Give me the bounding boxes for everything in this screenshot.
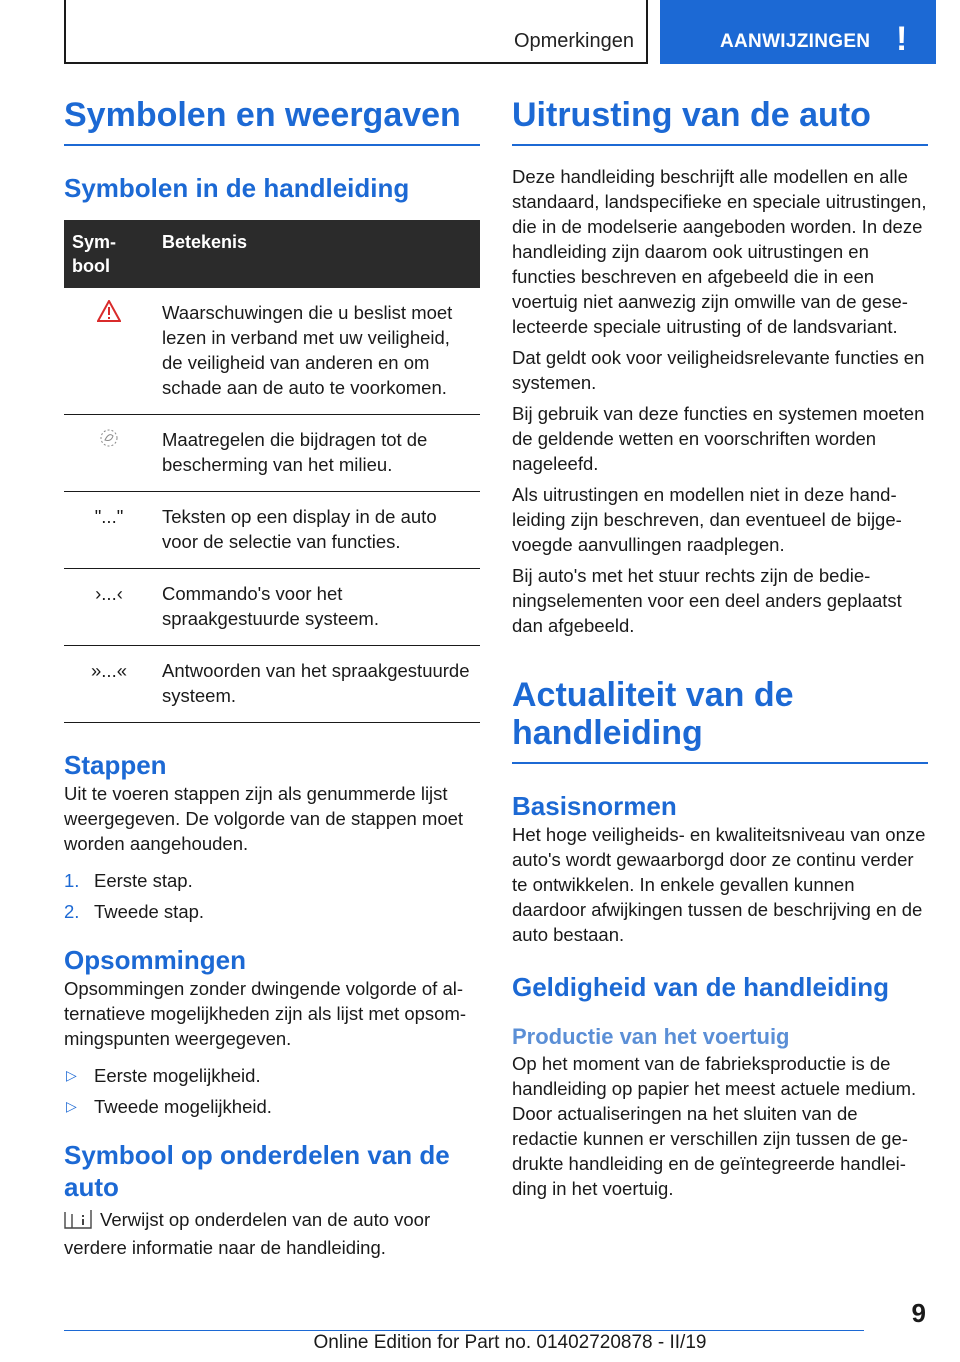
subsection-title-symbols: Symbolen in de handleiding	[64, 173, 410, 203]
steps-heading: Stappen	[64, 750, 167, 780]
table-row	[64, 569, 480, 646]
equipment-paragraphs	[512, 164, 928, 638]
steps-list	[64, 868, 480, 924]
paragraph: Deze handleiding beschrijft alle modellen en alle standaard, landspecifieke en speciale uitrustingen, die in de modelserie aangeboden worden. In deze handleiding zijn daarom ook uitrustingen en functies beschreven en afgebeeld die in een voertuig niet aanwezig zijn omwille van de geselecteerde speciale uitrusting of de landsvariant.	[512, 166, 927, 337]
symbols-table	[64, 220, 480, 723]
list-number: 1.	[64, 870, 80, 891]
triangle-bullet-icon: ▷	[66, 1067, 77, 1083]
book-reference-icon	[64, 1209, 92, 1235]
part-symbol-heading: Symbool op onderdelen van de auto	[64, 1140, 450, 1202]
bullets-text: Opsommingen zonder dwingende volgorde of alternatieve mogelijkheden zijn als lijst met opsommingspunten weergegeven.	[64, 978, 467, 1049]
warning-triangle-icon	[97, 305, 121, 326]
table-row	[64, 646, 480, 723]
table-row	[64, 288, 480, 415]
page-number: 9	[911, 1298, 926, 1328]
section-title-symbols: Symbolen en weergaven	[64, 96, 480, 146]
left-column	[64, 96, 480, 1260]
steps-text: Uit te voeren stappen zijn als genummerde lijst weergegeven. De volgorde van de stappen moet worden aangehouden.	[64, 783, 464, 854]
table-header-row	[64, 220, 480, 288]
paragraph: Dat geldt ook voor veiligheidsrelevante functies en systemen.	[512, 347, 925, 393]
paragraph: Bij auto's met het stuur rechts zijn de bedieningselementen voor een deel anders geplaatst dan afgebeeld.	[512, 565, 902, 636]
environment-icon	[98, 432, 120, 453]
table-header-meaning: Betekenis	[154, 220, 480, 288]
list-item-text: Tweede mogelijkheid.	[94, 1096, 272, 1117]
production-text: Op het moment van de fabrieksproductie is de handleiding op papier het meest actuele medium. Door actualiseringen na het sluiten van de redactie kunnen er verschillen zijn tussen de gedrukte handleiding en de geïntegreerde handleiding in het voertuig.	[512, 1053, 917, 1199]
list-item-text: Eerste mogelijkheid.	[94, 1065, 261, 1086]
header-section-box	[64, 0, 648, 64]
table-header-symbol: Sym- bool	[64, 220, 154, 288]
table-cell-meaning: Waarschuwingen die u beslist moet lezen in verband met uw veiligheid, de veiligheid van anderen en om schade aan de auto te voorkomen.	[154, 288, 480, 415]
footer-edition: Online Edition for Part no. 01402720878 - II/19	[313, 1332, 707, 1353]
header-chapter-tab	[660, 0, 936, 64]
part-symbol-description: Verwijst op onderdelen van de auto voor verdere informatie naar de handleiding.	[64, 1209, 431, 1258]
table-row	[64, 415, 480, 492]
footer-divider	[64, 1330, 864, 1331]
paragraph: Bij gebruik van deze functies en systemen moeten de geldende wetten en voorschriften worden nageleefd.	[512, 403, 925, 474]
table-cell-meaning: Antwoorden van het spraakgestuurde systeem.	[154, 646, 480, 723]
part-symbol-text	[64, 1207, 480, 1260]
list-item-text: Eerste stap.	[94, 870, 193, 891]
right-column	[512, 96, 928, 1201]
section-title-actuality: Actualiteit van de handleiding	[512, 676, 928, 764]
validity-heading: Geldigheid van de handleiding	[512, 972, 890, 1002]
list-item	[64, 1094, 480, 1119]
table-cell-symbol: »...«	[64, 646, 154, 723]
paragraph: Als uitrustingen en modellen niet in deze handleiding zijn beschreven, dan eventueel de bijgevoegde aanvullingen raadplegen.	[512, 484, 902, 555]
bullets-list	[64, 1063, 480, 1119]
table-row	[64, 492, 480, 569]
table-cell-meaning: Teksten op een display in de auto voor de selectie van functies.	[154, 492, 480, 569]
table-cell-meaning: Maatregelen die bijdragen tot de bescherming van het milieu.	[154, 415, 480, 492]
list-item	[64, 1063, 480, 1088]
basis-text: Het hoge veiligheids- en kwaliteitsniveau van onze auto's wordt gewaarborgd door ze continu verder te ontwikkelen. In enkele gevallen kunnen daardoor afwijkingen tussen de beschrijving en de auto bestaan.	[512, 824, 926, 945]
production-heading: Productie van het voertuig	[512, 1024, 790, 1049]
table-cell-symbol	[64, 415, 154, 492]
list-item	[64, 899, 480, 924]
list-number: 2.	[64, 901, 80, 922]
list-item	[64, 868, 480, 893]
exclamation-icon: !	[896, 20, 908, 58]
section-title-equipment: Uitrusting van de auto	[512, 96, 928, 146]
triangle-bullet-icon: ▷	[66, 1098, 77, 1114]
basis-heading: Basisnormen	[512, 791, 677, 821]
table-cell-symbol: ›...‹	[64, 569, 154, 646]
header-chapter-title: AANWIJZINGEN	[720, 31, 871, 52]
table-cell-symbol: "..."	[64, 492, 154, 569]
bullets-heading: Opsommingen	[64, 945, 247, 975]
header-section-title: Opmerkingen	[513, 30, 634, 52]
table-cell-meaning: Commando's voor het spraakgestuurde systeem.	[154, 569, 480, 646]
table-cell-symbol	[64, 288, 154, 415]
list-item-text: Tweede stap.	[94, 901, 205, 922]
